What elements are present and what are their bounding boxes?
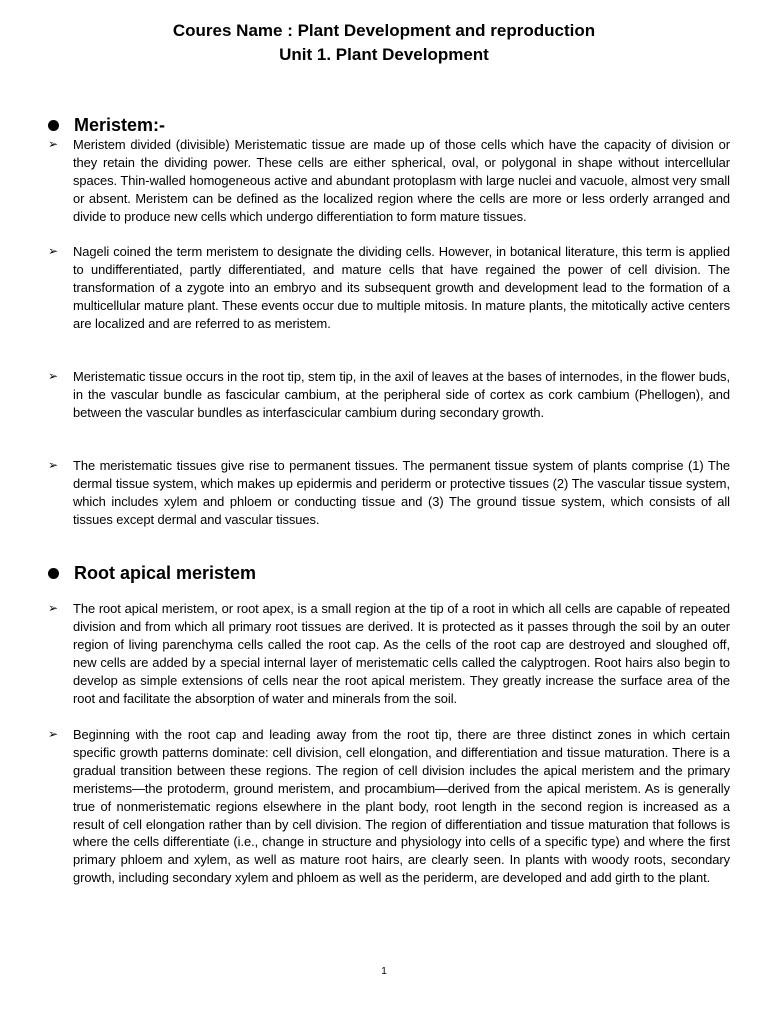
arrow-bullet-icon: ➢ — [48, 244, 59, 258]
arrow-bullet-icon: ➢ — [48, 601, 59, 615]
bullet-dot-icon — [48, 120, 59, 131]
list-item — [48, 600, 730, 707]
bullet-dot-icon — [48, 568, 59, 579]
paragraph: Meristem divided (divisible) Meristematic tissue are made up of those cells which have the capacity of division or they retain the dividing power. These cells are either spherical, oval, or polygonal in shape without intercellular spaces. Thin-walled homogeneous active and abundant protoplasm with large nuclei and vacuole, almost very small or absent. Meristem can be defined as the localized region where the cells are more or less orderly arranged and divide to produce new cells which undergo differentiation to form mature tissues. — [73, 137, 730, 224]
arrow-bullet-icon: ➢ — [48, 727, 59, 741]
paragraph: Beginning with the root cap and leading away from the root tip, there are three distinct zones in which certain specific growth patterns dominate: cell division, cell elongation, and differentiation and tissue maturation. There is a gradual transition between these regions. The region of cell division includes the apical meristem and the primary meristems—the protoderm, ground meristem, and procambium—derived from the apical meristem. As is generally true of nonmeristematic regions elsewhere in the plant body, root length in the second region is increased as a result of cell elongation rather than by cell division. The region of differentiation and tissue maturation that follows is where the cells differentiate (i.e., change in structure and physiology into cells of a specific type) and where the first primary phloem and xylem, as well as mature root hairs, are clearly seen. In plants with woody roots, secondary growth, including secondary xylem and phloem as well as the periderm, are developed and add girth to the plant. — [73, 727, 730, 886]
list-item — [48, 457, 730, 529]
section-heading-meristem — [48, 113, 165, 137]
list-item — [48, 136, 730, 226]
paragraph: Nageli coined the term meristem to designate the dividing cells. However, in botanical literature, this term is applied to undifferentiated, partly differentiated, and mature cells that have regained the power of cell division. The transformation of a zygote into an embryo and its subsequent growth and development lead to the formation of a multicellular mature plant. These events occur due to multiple mitosis. In mature plants, the mitotically active centers are localized and are referred to as meristem. — [73, 244, 730, 331]
document-header — [0, 19, 768, 67]
paragraph: The meristematic tissues give rise to permanent tissues. The permanent tissue system of plants comprise (1) The dermal tissue system, which makes up epidermis and periderm or protective tissues (2) The vascular tissue system, which includes xylem and phloem or conducting tissue and (3) The ground tissue system, which consists of all tissues except dermal and vascular tissues. — [73, 458, 730, 527]
paragraph: The root apical meristem, or root apex, is a small region at the tip of a root in which all cells are capable of repeated division and from which all primary root tissues are derived. It is protected as it passes through the soil by an outer region of living parenchyma cells called the root cap. As the cells of the root cap are destroyed and sloughed off, new cells are added by a special internal layer of meristematic cells called the calyptrogen. Root hairs also begin to develop as simple extensions of cells near the root apical meristem. They greatly increase the surface area of the root and facilitate the absorption of water and minerals from the soil. — [73, 601, 730, 706]
unit-title: Unit 1. Plant Development — [279, 45, 489, 64]
arrow-bullet-icon: ➢ — [48, 137, 59, 151]
page-number: 1 — [381, 966, 387, 977]
arrow-bullet-icon: ➢ — [48, 369, 59, 383]
arrow-bullet-icon: ➢ — [48, 458, 59, 472]
list-item — [48, 243, 730, 333]
section-heading-root-apical-meristem — [48, 561, 256, 585]
paragraph: Meristematic tissue occurs in the root tip, stem tip, in the axil of leaves at the bases of internodes, in the flower buds, in the vascular bundle as fascicular cambium, at the peripheral side of cortex as cork cambium (Phellogen), and between the vascular bundles as interfascicular cambium during secondary growth. — [73, 369, 730, 420]
section-heading-text: Root apical meristem — [74, 562, 257, 583]
course-title: Coures Name : Plant Development and reproduction — [172, 21, 596, 40]
list-item — [48, 726, 730, 887]
list-item — [48, 368, 730, 422]
section-heading-text: Meristem:- — [74, 114, 166, 135]
